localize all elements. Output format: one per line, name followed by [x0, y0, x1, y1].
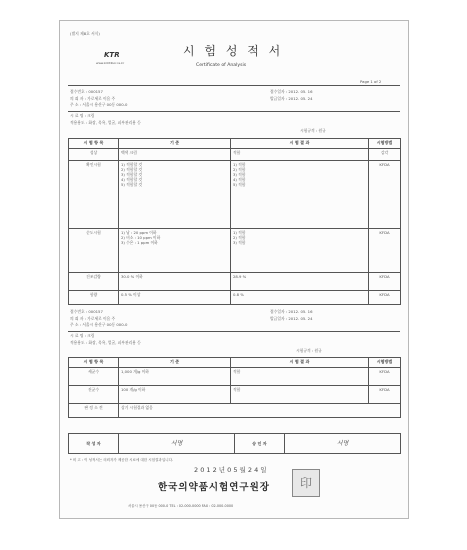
footnote: * 비 고 : 이 성적서는 의뢰자가 제공한 시료에 대한 시험결과입니다. [70, 458, 174, 462]
table-row: 확인시험 1) 적합할 것 2) 적합할 것 3) 적합할 것 4) 적합할 것 5) 적합할 것 1) 적합 2) 적합 3) 적합 4) 적합 5) 적합 KFDA [69, 161, 401, 229]
application: 적용용도 : 화장, 목욕, 얼굴, 피부관리용 등 [70, 119, 141, 125]
signature-table [68, 433, 401, 454]
tester-label: 작 성 자 [69, 434, 119, 454]
table-row [69, 404, 401, 418]
info-rule [68, 331, 400, 332]
received-date: 접수일자 : 2012. 05. 16 [270, 309, 313, 314]
test-standard: 시험규격 : 원규 [296, 348, 322, 353]
table-row: 성상 백색 크림 적합 감각 [69, 149, 401, 161]
results-table-1 [68, 138, 401, 305]
document-page [59, 20, 409, 519]
table-row: 건조감량 30.0 % 이하 28.9 % KFDA [69, 273, 401, 291]
col-header-method: 시험방법 [369, 358, 401, 368]
col-header-item: 시 험 항 목 [69, 139, 119, 149]
table-row: 순도시험 1) 납 : 20 ppm 이하 2) 비소 : 10 ppm 이하 3) 수은 : 1 ppm 이하 1) 적합 2) 적합 3) 적합 KFDA [69, 229, 401, 273]
approver-signature: 서명 [285, 434, 401, 454]
table-row: 진균수 100 개/g 이하 적합 KFDA [69, 386, 401, 404]
client-address: 주 소 : 서울시 용산구 00동 000-0 [70, 322, 128, 327]
section1-sample-info [70, 113, 141, 126]
sample-name: 시 료 명 : 크림 [70, 333, 95, 338]
col-header-result: 시 험 결 과 [231, 139, 369, 149]
application: 적용용도 : 화장, 목욕, 얼굴, 피부관리용 등 [70, 339, 141, 345]
remark-label: 판 정 소 견 [69, 404, 119, 418]
col-header-method: 시험방법 [369, 139, 401, 149]
page-number: Page 1 of 2 [360, 79, 382, 84]
section1-info-right [270, 89, 313, 102]
receipt-number: 접수번호 : 000157 [70, 89, 103, 94]
tester-signature: 서명 [119, 434, 235, 454]
client-name: 의 뢰 자 : 가로세로 이음 주 [70, 95, 116, 101]
client-name: 의 뢰 자 : 가로세로 이음 주 [70, 315, 116, 321]
sample-name: 시 료 명 : 크림 [70, 113, 95, 118]
section2-sample-info [70, 333, 141, 346]
approver-label: 승 인 자 [235, 434, 285, 454]
report-date: 발급일자 : 2012. 05. 24 [270, 95, 313, 101]
col-header-item: 시 험 항 목 [69, 358, 119, 368]
table-row: 세균수 1,000 개/g 이하 적합 KFDA [69, 368, 401, 386]
test-standard: 시험규격 : 원규 [300, 128, 326, 133]
document-title: 시 험 성 적 서 [183, 44, 284, 58]
header-rule [68, 85, 400, 86]
col-header-standard: 기 준 [119, 358, 231, 368]
col-header-standard: 기 준 [119, 139, 231, 149]
logo: KTR [104, 51, 120, 59]
issue-date: 2 0 1 2 년 0 5 월 2 4 일 [194, 466, 267, 474]
received-date: 접수일자 : 2012. 05. 16 [270, 89, 313, 94]
receipt-number: 접수번호 : 000157 [70, 309, 103, 314]
form-number: (별지 제8호 서식) [70, 31, 100, 36]
report-date: 발급일자 : 2012. 05. 24 [270, 315, 313, 321]
col-header-result: 시 험 결 과 [231, 358, 369, 368]
official-seal: 印 [292, 469, 320, 497]
document-subtitle: Certificate of Analysis [196, 63, 247, 68]
section1-info-left [70, 89, 127, 109]
section2-info-left [70, 309, 127, 329]
table-row: 함량 0.5 % 이상 0.8 % KFDA [69, 291, 401, 305]
remark-text: 상기 시험결과 없음 [119, 404, 401, 418]
contact-info: 서울시 용산구 00동 000-0 TEL : 02-000-0000 FAX : 02-000-0000 [128, 504, 234, 508]
institute-name: 한국의약품시험연구원장 [158, 482, 270, 493]
results-table-2 [68, 357, 401, 418]
section2-info-right [270, 309, 313, 322]
client-address: 주 소 : 서울시 용산구 00동 000-0 [70, 102, 128, 107]
logo-caption: www.kotitibor.re.kr [96, 61, 125, 65]
info-rule [68, 111, 400, 112]
